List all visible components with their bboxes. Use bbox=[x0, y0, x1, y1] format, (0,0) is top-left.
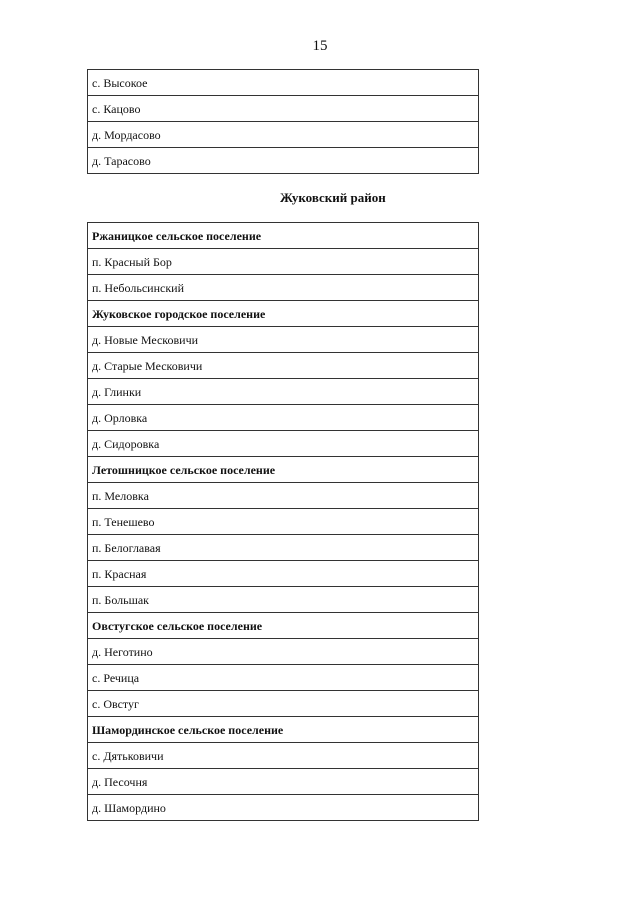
settlement-group-name: Жуковское городское поселение bbox=[88, 301, 479, 327]
settlement-name: с. Овстуг bbox=[88, 691, 479, 717]
settlement-name: д. Шамордино bbox=[88, 795, 479, 821]
table-row bbox=[88, 561, 479, 587]
settlement-name: п. Белоглавая bbox=[88, 535, 479, 561]
settlement-name: д. Тарасово bbox=[88, 148, 479, 174]
settlement-group-name: Шамординское сельское поселение bbox=[88, 717, 479, 743]
settlement-group-name: Ржаницкое сельское поселение bbox=[88, 223, 479, 249]
table-row bbox=[88, 353, 479, 379]
table-row bbox=[88, 483, 479, 509]
settlement-name: п. Большак bbox=[88, 587, 479, 613]
settlement-name: с. Дятьковичи bbox=[88, 743, 479, 769]
settlement-group-row bbox=[88, 613, 479, 639]
settlement-name: д. Сидоровка bbox=[88, 431, 479, 457]
table-row bbox=[88, 379, 479, 405]
settlement-group-name: Овстугское сельское поселение bbox=[88, 613, 479, 639]
table-row bbox=[88, 665, 479, 691]
settlement-group-row bbox=[88, 301, 479, 327]
table-row bbox=[88, 275, 479, 301]
settlement-name: с. Речица bbox=[88, 665, 479, 691]
table-row bbox=[88, 587, 479, 613]
table-row bbox=[88, 148, 479, 174]
table-row bbox=[88, 405, 479, 431]
settlement-name: п. Небольсинский bbox=[88, 275, 479, 301]
table-row bbox=[88, 691, 479, 717]
table-row bbox=[88, 795, 479, 821]
settlement-name: с. Высокое bbox=[88, 70, 479, 96]
table-row bbox=[88, 431, 479, 457]
settlement-group-row bbox=[88, 717, 479, 743]
table-row bbox=[88, 743, 479, 769]
settlement-name: п. Красная bbox=[88, 561, 479, 587]
table-row bbox=[88, 70, 479, 96]
settlement-name: д. Песочня bbox=[88, 769, 479, 795]
table-row bbox=[88, 122, 479, 148]
table-row bbox=[88, 509, 479, 535]
settlement-name: д. Мордасово bbox=[88, 122, 479, 148]
settlement-name: п. Тенешево bbox=[88, 509, 479, 535]
settlement-name: п. Красный Бор bbox=[88, 249, 479, 275]
settlement-group-row bbox=[88, 223, 479, 249]
settlement-group-row bbox=[88, 457, 479, 483]
settlement-name: п. Меловка bbox=[88, 483, 479, 509]
table-row bbox=[88, 96, 479, 122]
table-row bbox=[88, 769, 479, 795]
district-title: Жуковский район bbox=[280, 190, 386, 205]
settlement-name: д. Новые Месковичи bbox=[88, 327, 479, 353]
settlement-name: с. Кацово bbox=[88, 96, 479, 122]
table-row bbox=[88, 535, 479, 561]
table-row bbox=[88, 639, 479, 665]
settlement-name: д. Глинки bbox=[88, 379, 479, 405]
settlement-name: д. Неготино bbox=[88, 639, 479, 665]
settlement-name: д. Старые Месковичи bbox=[88, 353, 479, 379]
district-settlements-table bbox=[87, 222, 479, 821]
table-row bbox=[88, 327, 479, 353]
page-number: 15 bbox=[312, 38, 328, 54]
table-row bbox=[88, 249, 479, 275]
settlement-name: д. Орловка bbox=[88, 405, 479, 431]
settlement-group-name: Летошницкое сельское поселение bbox=[88, 457, 479, 483]
settlements-table-continued bbox=[87, 69, 479, 174]
